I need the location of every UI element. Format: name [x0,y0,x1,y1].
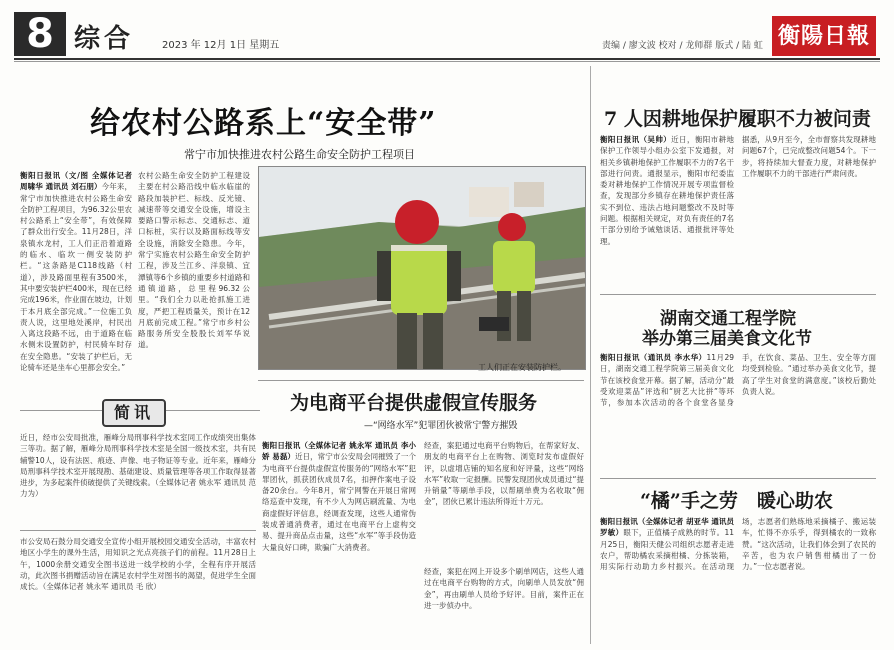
lead-headline: 给农村公路系上“安全带” [90,106,437,141]
article2-col2: 经查，案犯通过电商平台购物后，在帮家好友、朋友的电商平台上在购物、浏览时发布虚假好评，以虚增店铺的知名度和好评量，这些“网络水军”收取一定报酬。民警发现团伙成员通过“提升销量”等刷单手段，以帮刷单费为名收取“佣金”，团伙已累计违法所得近十万元。 [424,441,584,507]
lead-byline: 衡阳日报讯（文/图 全媒体记者 周啸华 通讯员 刘石朋） [20,171,132,192]
editor-credits: 责编 / 廖文波 校对 / 龙师群 版式 / 陆 虹 [602,41,763,51]
issue-date: 2023 年 12月 1日 星期五 [162,40,280,51]
briefs-label: 简讯 [102,399,166,427]
right3-body-columns [600,516,876,640]
masthead-rule-thin [14,61,880,62]
page-number: 8 [14,12,66,56]
article2-col1 [262,440,416,640]
right3-byline: 衡阳日报讯（全媒体记者 胡亚华 通讯员 罗敏） [600,517,734,538]
right1-body: 近日，衡阳市耕地保护工作领导小组办公室下发通报，对相关乡镇耕地保护工作履职不力的7名干部进行问责。通报显示，衡阳市纪委监委对耕地保护工作情况开展专项监督检查，发现部分乡镇存在耕地保护责任落实不到位、违法占地问题整改不及时等问题。根据相关规定，对负有责任的7名干部分别给予诫勉谈话、通报批评等处理。 [600,135,734,246]
newspaper-logo: 衡陽日報 [772,16,876,56]
lead-subheadline: 常宁市加快推进农村公路生命安全防护工程项目 [184,148,415,161]
right3-rule [600,478,876,479]
right3-headline: “橘”手之劳 暖心助农 [640,490,833,512]
article2-rule [258,380,584,381]
right1-col1 [600,134,734,286]
lead-body-2: 农村公路生命安全防护工程建设主要在村公路沿线中临水临崖的路段加装护栏、标线、反光镜、减速带等交通安全设施，增设主要路口警示标志、交通标志、道口标桩，实行以及路面标线等安全设施，消除安全隐患。今年，常宁实施农村公路生命安全防护工程，涉及兰江乡、洋泉镇、宜潭镇等6个乡镇的重要乡村道路和通镇道路，总里程96.32公里。“我们全力以赴抢抓施工进度，严把工程质量关，预计在12月底前完成工程。”常宁市乡村公路服务所安全股股长刘军华说道。 [138,171,250,350]
right2-body-columns [600,352,876,474]
right2-headline-line2: 举办第三届美食文化节 [642,329,812,349]
section-title: 综合 [74,24,135,54]
lead-photo [258,166,586,370]
brief-item-1: 近日，经市公安局批准，雁峰分局刑事科学技术室同工作成绩突出集体三等功。据了解，雁峰分局刑事科学技术室是全国一级技术室，共有民辅警10人，设有法医、痕迹、声像、电子物证等专业。近年来，雁峰分局刑事科学技术室开展现勘、基础建设、质量管理等各项工作取得显著进步，为多起案件侦破提供了关键线索。（全媒体记者 姚永军 通讯员 范力为） [20,433,256,499]
article2-subheadline: —“网络水军”犯罪团伙被常宁警方摧毁 [364,421,518,431]
lead-article-col1 [20,170,132,382]
right1-byline: 衡阳日报讯（吴帅） [600,135,672,144]
article2-headline: 为电商平台提供虚假宣传服务 [290,392,538,414]
right2-byline: 衡阳日报讯（通讯员 李水华） [600,353,707,362]
right2-rule [600,294,876,295]
column-separator [590,66,591,644]
article2-col3: 经查，案犯在网上开设多个刷单网店，这些人通过在电商平台购物的方式，向刷单人员发放“佣金”，再由刷单人员给予好评。目前，案件正在进一步侦办中。 [424,567,584,610]
masthead-rule [14,58,880,60]
right2-body: 11月29日，湖南交通工程学院第三届美食文化节在该校食堂开幕。据了解，活动分“最受欢迎菜品”评选和“厨艺大比拼”等环节，参加本次活动的各个食堂各显身手，在饮食、菜品、卫生、安全等方面均受到检验。“通过举办美食文化节，提高了学生对食堂的满意度。”该校后勤处负责人说。 [600,353,876,408]
right3-body: 眼下，正值橘子成熟的时节。11月25日，衡阳天健公司组织志愿者走进农户，帮助橘农采摘柑橘、分拣装箱，用实际行动助力乡村振兴。在活动现场，志愿者们熟练地采摘橘子、搬运装车，忙得不亦乐乎，得到橘农的一致称赞。“这次活动，让我们体会到了农民的辛苦，也为农户销售柑橘出了一份力。”一位志愿者说。 [600,517,876,572]
workers-installing-guardrail-illustration [259,167,585,369]
right1-col2: 据悉，从9月至今，全市督察共发现耕地问题67个，已完成整改问题54个。下一步，将持续加大督查力度，对耕地保护工作履职不力的干部进行严肃问责。 [742,135,876,178]
photo-caption: 工人们正在安装防护栏。 [478,363,566,372]
right1-headline: 7 人因耕地保护履职不力被问责 [604,108,871,130]
lead-body-1: 今年来，常宁市加快推进农村公路生命安全防护工程项目，为96.32公里农村公路系上“安全带”，有效保障了群众出行安全。11月28日，洋泉镇水龙村，工人们正沿着道路的临水、临坎一侧安装防护栏。“这条路是C118线路（村道），涉及路面里程有3500米，其中要安装护栏400米，现在已经完成196米，作业面在坡边，计划于本月底全部完成。”一位施工负责人说，这里地处溪岸，村民出入离这段路不远，由于道路在临水侧未设置防护，村民骑车时存在安全隐患。“安装了护栏后，无论骑车还是坐车心里都会安全。” [20,182,132,373]
brief-divider [20,530,256,531]
brief-item-2: 市公安局石鼓分局交通安全宣传小组开展校园交通安全活动，丰富农村地区小学生的课外生活，用知识之光点亮孩子们的前程。11月28日上午，1000余册交通安全图书送进一线学校的小学，全程有序开展活动，此次图书捐赠活动旨在满足农村学生对图书的渴望，促进学生全面成长。（全媒体记者 姚永军 通讯员 毛 欣） [20,537,256,592]
right2-headline-line1: 湖南交通工程学院 [660,309,796,329]
article2-byline: 衡阳日报讯（全媒体记者 姚永军 通讯员 李小娇 易磊） [262,441,416,462]
article2-body-1: 近日，常宁市公安局会同摧毁了一个为电商平台提供虚假宣传服务的“网络水军”犯罪团伙，抓获团伙成员7名，扣押作案电子设备20余台。今年8月，常宁网警在开展日常网络巡查中发现，有不少人为网店刷流量、为电商虚假好评信息，经调查发现，这些人通常伪装成普通消费者，通过在电商平台上虚构交易、提升商品点击量，这些“水军”等手段伪造大量良好口碑，欺骗广大消费者。 [262,452,416,552]
lead-article-col2 [138,170,250,382]
